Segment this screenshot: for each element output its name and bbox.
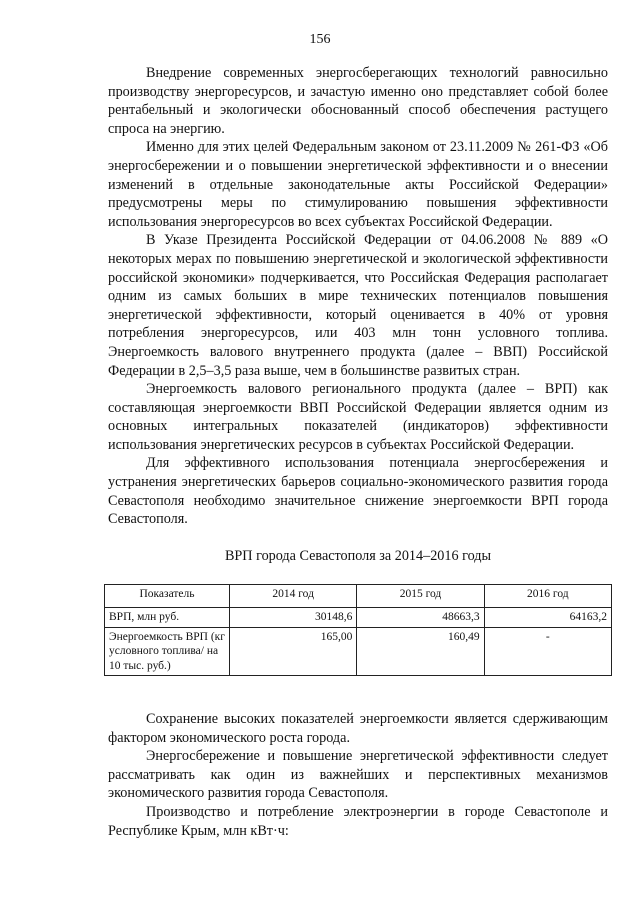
table-header-cell: 2014 год [230,585,357,608]
table-row [105,627,612,676]
table-cell: - [484,627,611,676]
paragraph: В Указе Президента Российской Федерации от 04.06.2008 № 889 «О некоторых мерах по повышению энергетической и экологической эффективности российской экономики» подчеркивается, что Российская Федерация располагает одним из самых больших в мире технических потенциалов повышения энергетической эффективности, который оценивается в 40% от уровня потребления энергоресурсов, или 403 млн тонн условного топлива. Энергоемкость валового внутреннего продукта (далее – ВВП) Российской Федерации в 2,5–3,5 раза выше, чем в большинстве развитых стран. [108,232,608,379]
table-header-cell: Показатель [105,585,230,608]
paragraph: Для эффективного использования потенциала энергосбережения и устранения энергетических барьеров социально-экономического развития города Севастополя необходимо значительное снижение энергоемкости ВРП города Севастополя. [108,455,608,528]
table-cell: 64163,2 [484,608,611,628]
paragraph: Сохранение высоких показателей энергоемкости является сдерживающим фактором экономического роста города. [108,711,608,746]
paragraph: Именно для этих целей Федеральным законом от 23.11.2009 № 261-ФЗ «Об энергосбережении и о повышении энергетической эффективности и о внесении изменений в отдельные законодательные акты Российской Федерации» предусмотрены меры по стимулированию повышения эффективности использования энергоресурсов во всех субъектах Российской Федерации. [108,139,608,230]
table-cell: 30148,6 [230,608,357,628]
table-cell: 165,00 [230,627,357,676]
vrp-table [104,584,612,676]
table-header-row [105,585,612,608]
table-caption: ВРП города Севастополя за 2014–2016 годы [224,548,492,564]
paragraph: Энергосбережение и повышение энергетической эффективности следует рассматривать как один из важнейших и перспективных механизмов экономического развития города Севастополя. [108,748,608,802]
body-text-after-table [108,710,608,840]
table-row [105,608,612,628]
table-cell: 48663,3 [357,608,484,628]
paragraph: Производство и потребление электроэнергии в городе Севастополе и Республике Крым, млн кВт·ч: [108,803,608,839]
page-number: 156 [309,32,331,47]
table-header-cell: 2015 год [357,585,484,608]
paragraph: Энергоемкость валового регионального продукта (далее – ВРП) как составляющая энергоемкости ВВП Российской Федерации является одним из основных интегральных показателей (индикаторов) эффективности использования энергетических ресурсов в субъектах Российской Федерации. [108,381,608,453]
table-cell-indicator: ВРП, млн руб. [105,608,230,628]
table-header-cell: 2016 год [484,585,611,608]
table-cell-indicator: Энергоемкость ВРП (кг условного топлива/ на 10 тыс. руб.) [105,627,230,676]
table-cell: 160,49 [357,627,484,676]
paragraph: Внедрение современных энергосберегающих технологий равносильно производству энергоресурсов, и зачастую именно оно представляет собой более рентабельный и экологически обоснованный способ обеспечения растущего спроса на энергию. [108,65,608,137]
body-text-before-table [108,64,608,529]
